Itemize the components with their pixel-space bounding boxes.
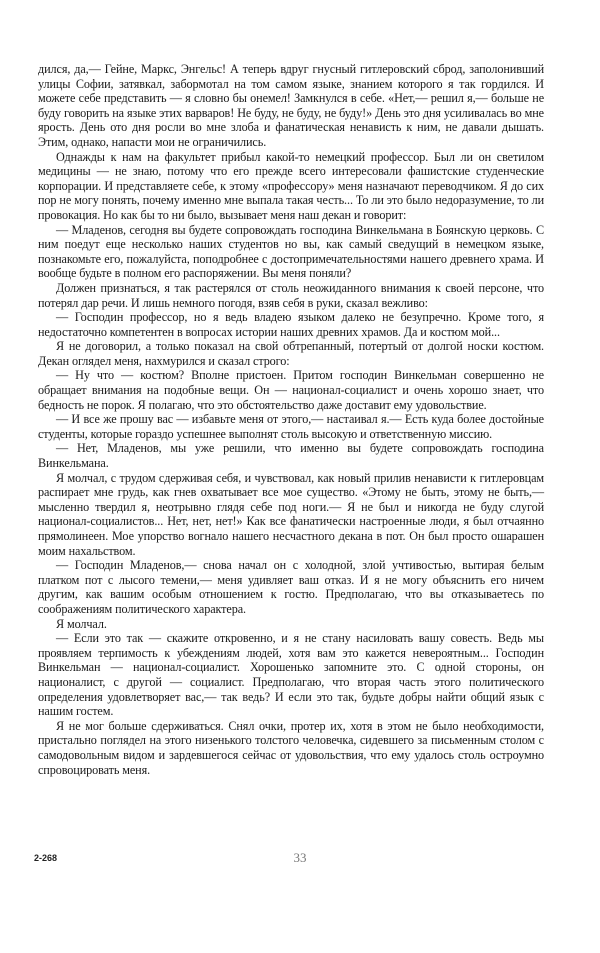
signature-mark: 2-268 [34, 853, 58, 863]
paragraph: дился, да,— Гейне, Маркс, Энгельс! А теперь вдруг гнусный гитлеровский сброд, заполонивший улицы Софии, затявкал, забормотал на том самом языке, знанием которого я так гордился. И можете себе представить — я словно бы онемел! Замкнулся в себе. «Нет,— решил я,— больше не буду говорить на языке этих варваров! Не буду, не буду, не буду!» День это дня усиливалась во мне ярость. День ото дня росли во мне злоба и фанатическая ненависть к ним, не давали дышать. Этим, однако, напасти мои не ограничились. [38, 62, 544, 149]
paragraph: — Господин Младенов,— снова начал он с холодной, злой учтивостью, вытирая белым платком пот с лысого темени,— меня удивляет ваш отказ. И я не могу объяснить его ничем другим, как вашим особым отношением к гостю. Предполагаю, что вы отказываетесь по соображениям политического характера. [38, 558, 544, 616]
paragraph: Должен признаться, я так растерялся от столь неожиданного внимания к своей персоне, что потерял дар речи. И лишь немного погодя, взяв себя в руки, сказал вежливо: [38, 280, 544, 310]
paragraph: — Младенов, сегодня вы будете сопровождать господина Винкельмана в Боянскую церковь. С ним поедут еще несколько наших студентов но вы, как самый сведущий в немецком языке, познакомьте его, пожалуйста, поподробнее с достопримечательностями нашего древнего храма. И вообще будьте в полном его распоряжении. Вы меня поняли? [38, 222, 544, 281]
paragraph: Я молчал. [56, 616, 107, 631]
paragraph: — Ну что — костюм? Вполне пристоен. Притом господин Винкельман совершенно не обращает внимания на подобные вещи. Он — национал-социалист и очень хорошо знает, что бедность не порок. Я полагаю, что это обстоятельство даже доставит ему удовольствие. [38, 368, 544, 412]
body-text [38, 62, 544, 777]
paragraph: — Если это так — скажите откровенно, и я не стану насиловать вашу совесть. Ведь мы проявляем терпимость к убеждениям людей, хотя вам это кажется невероятным... Господин Винкельман — национал-социалист. Хорошенько запомните это. С одной стороны, он националист, с другой — социалист. Предполагаю, что вторая часть этого политического определения удовлетворяет вас,— так ведь? И если это так, будьте добры найти общий язык с нашим гостем. [38, 631, 544, 719]
paragraph: — Господин профессор, но я ведь владею языком далеко не безупречно. Кроме того, я недостаточно компетентен в вопросах истории наших древних храмов. Да и костюм мой... [38, 310, 544, 339]
paragraph: — И все же прошу вас — избавьте меня от этого,— настаивал я.— Есть куда более достойные студенты, которые гораздо успешнее выполнят столь высокую и ответственную миссию. [38, 412, 544, 441]
paragraph: Я не договорил, а только показал на свой обтрепанный, потертый от долгой носки костюм. Декан оглядел меня, нахмурился и сказал строго: [38, 339, 544, 368]
paragraph: Я не мог больше сдерживаться. Снял очки, протер их, хотя в этом не было необходимости, пристально поглядел на этого низенького толстого человечка, сидевшего за письменным столом с самодовольным видом и зардевшегося сейчас от удовольствия, что ему удалось столь остроумно спровоцировать меня. [38, 718, 544, 777]
paragraph: Я молчал, с трудом сдерживая себя, и чувствовал, как новый прилив ненависти к гитлеровцам распирает мне грудь, как гнев охватывает все мое существо. «Этому не быть, этому не быть,— мысленно твердил я, неотрывно глядя себе под ноги.— Я не был и никогда не буду слугой национал-социалистов... Нет, нет, нет!» Как все фанатически настроенные люди, я был отчаянно прямолинеен. Мое упорство вогнало нашего несчастного декана в пот. Он был просто ошарашен моим нахальством. [38, 470, 544, 558]
paragraph: Однажды к нам на факультет прибыл какой-то немецкий профессор. Был ли он светилом медицины — не знаю, потому что его прежде всего интересовали фашистские студенческие корпорации. И представляете себе, к этому «профессору» меня назначают переводчиком. Я до сих пор не могу понять, почему именно мне выпала такая честь... То ли это было недоразумение, то ли провокация. Но как бы то ни было, вызывает меня наш декан и говорит: [38, 149, 544, 222]
page-number: 33 [293, 850, 307, 865]
paragraph: — Нет, Младенов, мы уже решили, что именно вы будете сопровождать господина Винкельмана. [38, 441, 544, 471]
